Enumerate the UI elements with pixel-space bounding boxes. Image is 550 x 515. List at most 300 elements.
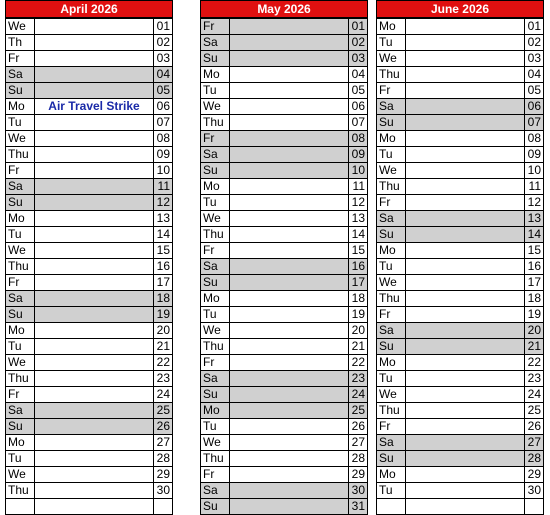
weekday-cell: Su (201, 163, 230, 179)
event-cell[interactable] (406, 179, 525, 195)
date-number-cell: 17 (154, 275, 173, 291)
event-cell[interactable] (230, 195, 349, 211)
day-row (6, 419, 173, 435)
date-number-cell: 05 (349, 83, 368, 99)
event-cell[interactable] (230, 307, 349, 323)
event-cell[interactable] (35, 67, 154, 83)
weekday-cell: Thu (6, 483, 35, 499)
date-number-cell: 08 (525, 131, 544, 147)
day-row (377, 51, 544, 67)
weekday-cell: Thu (201, 227, 230, 243)
date-number-cell: 23 (349, 371, 368, 387)
event-cell[interactable] (35, 451, 154, 467)
day-row (377, 35, 544, 51)
event-cell[interactable] (35, 35, 154, 51)
date-number-cell: 01 (349, 19, 368, 35)
weekday-cell: Sa (6, 291, 35, 307)
day-row (6, 195, 173, 211)
weekday-cell: Tu (201, 195, 230, 211)
day-row (6, 67, 173, 83)
date-number-cell: 04 (525, 67, 544, 83)
event-cell[interactable] (230, 99, 349, 115)
event-cell[interactable] (406, 403, 525, 419)
date-number-cell: 04 (349, 67, 368, 83)
date-number-cell: 06 (154, 99, 173, 115)
event-cell[interactable] (406, 195, 525, 211)
date-number-cell: 06 (349, 99, 368, 115)
month-table (200, 18, 368, 515)
date-number-cell: 12 (154, 195, 173, 211)
day-row (6, 451, 173, 467)
weekday-cell: Fr (201, 19, 230, 35)
weekday-cell: Sa (377, 99, 406, 115)
event-cell[interactable] (35, 131, 154, 147)
month-table (376, 18, 544, 515)
weekday-cell: Tu (377, 35, 406, 51)
event-cell[interactable] (406, 291, 525, 307)
weekday-cell: Thu (377, 67, 406, 83)
day-row (377, 275, 544, 291)
day-row (377, 291, 544, 307)
day-row (377, 131, 544, 147)
weekday-cell: Thu (201, 339, 230, 355)
event-cell[interactable] (230, 355, 349, 371)
weekday-cell: Mo (377, 131, 406, 147)
event-cell[interactable] (35, 179, 154, 195)
day-row (6, 99, 173, 115)
event-cell[interactable] (230, 419, 349, 435)
event-cell[interactable] (406, 499, 525, 515)
date-number-cell: 29 (525, 467, 544, 483)
event-cell[interactable] (230, 227, 349, 243)
event-cell[interactable] (230, 35, 349, 51)
event-cell[interactable] (406, 131, 525, 147)
event-cell[interactable] (35, 259, 154, 275)
date-number-cell: 01 (154, 19, 173, 35)
day-row (6, 387, 173, 403)
weekday-cell: Su (6, 195, 35, 211)
weekday-cell: Thu (6, 147, 35, 163)
event-cell[interactable] (230, 51, 349, 67)
event-cell[interactable] (35, 83, 154, 99)
date-number-cell: 29 (349, 467, 368, 483)
date-number-cell: 28 (154, 451, 173, 467)
date-number-cell: 26 (349, 419, 368, 435)
event-cell[interactable] (35, 291, 154, 307)
day-row (6, 211, 173, 227)
event-cell[interactable] (230, 499, 349, 515)
date-number-cell: 31 (349, 499, 368, 515)
date-number-cell: 02 (349, 35, 368, 51)
day-row (201, 499, 368, 515)
day-row (6, 403, 173, 419)
date-number-cell: 07 (349, 115, 368, 131)
day-row (201, 403, 368, 419)
day-row (6, 163, 173, 179)
event-cell[interactable] (406, 307, 525, 323)
day-row (377, 307, 544, 323)
day-row (6, 371, 173, 387)
event-cell[interactable] (230, 179, 349, 195)
event-cell[interactable] (230, 163, 349, 179)
day-row (377, 195, 544, 211)
weekday-cell: Sa (6, 403, 35, 419)
date-number-cell: 25 (154, 403, 173, 419)
weekday-cell: Tu (377, 147, 406, 163)
event-cell[interactable] (230, 147, 349, 163)
date-number-cell: 24 (349, 387, 368, 403)
event-cell[interactable] (406, 211, 525, 227)
event-cell[interactable] (35, 339, 154, 355)
day-row (377, 451, 544, 467)
event-cell[interactable] (230, 403, 349, 419)
event-cell[interactable] (406, 355, 525, 371)
day-row (6, 467, 173, 483)
date-number-cell: 19 (349, 307, 368, 323)
weekday-cell: Su (201, 499, 230, 515)
date-number-cell: 05 (525, 83, 544, 99)
day-row (377, 115, 544, 131)
event-cell[interactable] (230, 323, 349, 339)
day-row (201, 355, 368, 371)
event-cell[interactable] (230, 371, 349, 387)
event-cell[interactable] (230, 291, 349, 307)
event-cell[interactable] (35, 163, 154, 179)
event-cell[interactable] (35, 99, 154, 115)
event-cell[interactable] (406, 371, 525, 387)
weekday-cell: Tu (377, 371, 406, 387)
date-number-cell: 18 (525, 291, 544, 307)
event-cell[interactable] (230, 67, 349, 83)
event-cell[interactable] (35, 19, 154, 35)
weekday-cell (6, 499, 35, 515)
weekday-cell: We (201, 211, 230, 227)
date-number-cell: 17 (349, 275, 368, 291)
day-row (6, 115, 173, 131)
weekday-cell: Fr (201, 467, 230, 483)
date-number-cell: 13 (525, 211, 544, 227)
day-row (6, 483, 173, 499)
date-number-cell: 05 (154, 83, 173, 99)
date-number-cell: 04 (154, 67, 173, 83)
day-row (6, 35, 173, 51)
day-row (6, 227, 173, 243)
event-cell[interactable] (406, 419, 525, 435)
event-cell[interactable] (35, 467, 154, 483)
event-cell[interactable] (406, 275, 525, 291)
event-cell[interactable] (35, 323, 154, 339)
event-cell[interactable] (406, 451, 525, 467)
day-row (377, 147, 544, 163)
event-cell[interactable] (406, 51, 525, 67)
weekday-cell: Mo (6, 323, 35, 339)
weekday-cell: We (6, 355, 35, 371)
month-table (5, 18, 173, 515)
event-cell[interactable] (230, 211, 349, 227)
weekday-cell: Su (201, 51, 230, 67)
day-row (201, 275, 368, 291)
event-cell[interactable] (230, 259, 349, 275)
date-number-cell: 13 (154, 211, 173, 227)
date-number-cell: 27 (525, 435, 544, 451)
date-number-cell: 18 (349, 291, 368, 307)
weekday-cell: We (377, 51, 406, 67)
weekday-cell: Tu (377, 483, 406, 499)
weekday-cell: Fr (377, 195, 406, 211)
date-number-cell: 17 (525, 275, 544, 291)
event-cell[interactable] (406, 435, 525, 451)
weekday-cell: Thu (201, 115, 230, 131)
date-number-cell: 18 (154, 291, 173, 307)
weekday-cell: Su (201, 387, 230, 403)
day-row (201, 35, 368, 51)
event-cell[interactable] (35, 499, 154, 515)
event-cell[interactable] (406, 227, 525, 243)
day-row (201, 115, 368, 131)
event-cell[interactable] (230, 387, 349, 403)
day-row (6, 19, 173, 35)
date-number-cell: 08 (349, 131, 368, 147)
event-cell[interactable] (230, 435, 349, 451)
event-cell[interactable] (406, 35, 525, 51)
weekday-cell: Mo (201, 67, 230, 83)
weekday-cell: Sa (201, 147, 230, 163)
day-row (201, 259, 368, 275)
day-row (201, 339, 368, 355)
date-number-cell: 29 (154, 467, 173, 483)
event-cell[interactable] (230, 19, 349, 35)
day-row (377, 243, 544, 259)
day-row (201, 147, 368, 163)
date-number-cell: 10 (154, 163, 173, 179)
weekday-cell: Fr (377, 307, 406, 323)
day-row (377, 499, 544, 515)
event-cell[interactable] (406, 147, 525, 163)
weekday-cell: We (201, 99, 230, 115)
day-row (201, 435, 368, 451)
day-row (201, 227, 368, 243)
date-number-cell: 16 (525, 259, 544, 275)
date-number-cell: 02 (154, 35, 173, 51)
day-row (377, 387, 544, 403)
date-number-cell: 20 (349, 323, 368, 339)
event-cell[interactable] (406, 483, 525, 499)
weekday-cell: Fr (377, 419, 406, 435)
date-number-cell: 11 (349, 179, 368, 195)
date-number-cell: 22 (349, 355, 368, 371)
event-cell[interactable] (35, 355, 154, 371)
day-row (201, 323, 368, 339)
event-cell[interactable] (35, 419, 154, 435)
date-number-cell: 22 (154, 355, 173, 371)
day-row (377, 19, 544, 35)
date-number-cell: 09 (154, 147, 173, 163)
weekday-cell (377, 499, 406, 515)
month-title: April 2026 (5, 0, 173, 18)
day-row (377, 339, 544, 355)
date-number-cell: 24 (525, 387, 544, 403)
weekday-cell: Tu (201, 419, 230, 435)
date-number-cell: 12 (525, 195, 544, 211)
weekday-cell: Mo (6, 435, 35, 451)
date-number-cell: 12 (349, 195, 368, 211)
weekday-cell: Mo (201, 403, 230, 419)
month-title: June 2026 (376, 0, 544, 18)
weekday-cell: Tu (6, 339, 35, 355)
event-cell[interactable] (35, 387, 154, 403)
date-number-cell: 26 (525, 419, 544, 435)
event-cell[interactable] (35, 275, 154, 291)
event-cell[interactable] (35, 371, 154, 387)
event-cell[interactable] (35, 483, 154, 499)
weekday-cell: We (6, 19, 35, 35)
day-row (6, 259, 173, 275)
weekday-cell: Fr (6, 275, 35, 291)
event-cell[interactable] (35, 227, 154, 243)
day-row (377, 163, 544, 179)
date-number-cell: 10 (525, 163, 544, 179)
day-row (201, 83, 368, 99)
event-cell[interactable] (35, 403, 154, 419)
date-number-cell: 15 (154, 243, 173, 259)
weekday-cell: Fr (6, 387, 35, 403)
weekday-cell: Sa (201, 371, 230, 387)
date-number-cell: 14 (349, 227, 368, 243)
event-cell[interactable] (230, 275, 349, 291)
event-cell[interactable] (406, 19, 525, 35)
date-number-cell: 07 (525, 115, 544, 131)
event-cell[interactable] (230, 483, 349, 499)
month-title: May 2026 (200, 0, 368, 18)
event-cell[interactable] (406, 339, 525, 355)
date-number-cell: 14 (525, 227, 544, 243)
weekday-cell: Sa (377, 323, 406, 339)
weekday-cell: Su (377, 227, 406, 243)
day-row (377, 403, 544, 419)
event-cell[interactable] (406, 259, 525, 275)
weekday-cell: Fr (201, 243, 230, 259)
month-april (5, 0, 173, 515)
event-cell[interactable] (230, 115, 349, 131)
event-cell[interactable] (230, 339, 349, 355)
event-cell[interactable] (406, 163, 525, 179)
weekday-cell: Su (377, 451, 406, 467)
weekday-cell: Sa (6, 179, 35, 195)
day-row (377, 435, 544, 451)
day-row (6, 179, 173, 195)
day-row (201, 371, 368, 387)
event-cell[interactable] (230, 243, 349, 259)
day-row (6, 147, 173, 163)
date-number-cell: 07 (154, 115, 173, 131)
date-number-cell: 09 (525, 147, 544, 163)
weekday-cell: Fr (201, 355, 230, 371)
date-number-cell: 10 (349, 163, 368, 179)
event-cell[interactable] (35, 51, 154, 67)
event-cell[interactable] (406, 467, 525, 483)
date-number-cell: 09 (349, 147, 368, 163)
day-row (6, 499, 173, 515)
weekday-cell: Sa (6, 67, 35, 83)
weekday-cell: Sa (377, 435, 406, 451)
event-cell[interactable] (35, 147, 154, 163)
day-row (377, 467, 544, 483)
event-cell[interactable] (230, 451, 349, 467)
date-number-cell: 21 (525, 339, 544, 355)
weekday-cell: Tu (6, 227, 35, 243)
weekday-cell: Su (6, 419, 35, 435)
date-number-cell: 02 (525, 35, 544, 51)
weekday-cell: Thu (377, 291, 406, 307)
date-number-cell: 28 (525, 451, 544, 467)
event-cell[interactable] (35, 243, 154, 259)
day-row (201, 51, 368, 67)
event-cell[interactable] (406, 115, 525, 131)
day-row (377, 323, 544, 339)
weekday-cell: We (6, 243, 35, 259)
date-number-cell (154, 499, 173, 515)
weekday-cell: We (377, 163, 406, 179)
event-cell[interactable] (35, 195, 154, 211)
event-cell[interactable] (406, 243, 525, 259)
weekday-cell: Su (201, 275, 230, 291)
day-row (6, 339, 173, 355)
date-number-cell: 25 (525, 403, 544, 419)
date-number-cell: 23 (525, 371, 544, 387)
date-number-cell: 21 (349, 339, 368, 355)
day-row (201, 67, 368, 83)
date-number-cell: 03 (154, 51, 173, 67)
date-number-cell: 27 (349, 435, 368, 451)
event-cell[interactable] (406, 83, 525, 99)
event-cell[interactable] (230, 131, 349, 147)
event-cell[interactable] (35, 307, 154, 323)
event-cell[interactable] (406, 67, 525, 83)
date-number-cell: 03 (525, 51, 544, 67)
weekday-cell: Fr (6, 51, 35, 67)
day-row (6, 83, 173, 99)
event-cell[interactable] (35, 435, 154, 451)
event-cell[interactable] (35, 211, 154, 227)
date-number-cell: 16 (349, 259, 368, 275)
date-number-cell (525, 499, 544, 515)
weekday-cell: Mo (201, 291, 230, 307)
day-row (6, 291, 173, 307)
day-row (377, 483, 544, 499)
date-number-cell: 28 (349, 451, 368, 467)
event-cell[interactable] (406, 387, 525, 403)
weekday-cell: Mo (377, 243, 406, 259)
event-cell[interactable] (406, 99, 525, 115)
date-number-cell: 19 (525, 307, 544, 323)
weekday-cell: Mo (201, 179, 230, 195)
event-cell[interactable] (230, 83, 349, 99)
weekday-cell: Mo (377, 355, 406, 371)
date-number-cell: 27 (154, 435, 173, 451)
event-cell[interactable] (230, 467, 349, 483)
day-row (6, 355, 173, 371)
day-row (201, 387, 368, 403)
weekday-cell: Th (6, 35, 35, 51)
weekday-cell: Su (377, 339, 406, 355)
day-row (201, 179, 368, 195)
day-row (201, 243, 368, 259)
event-cell[interactable] (406, 323, 525, 339)
day-row (6, 275, 173, 291)
date-number-cell: 23 (154, 371, 173, 387)
event-cell[interactable] (35, 115, 154, 131)
date-number-cell: 30 (154, 483, 173, 499)
